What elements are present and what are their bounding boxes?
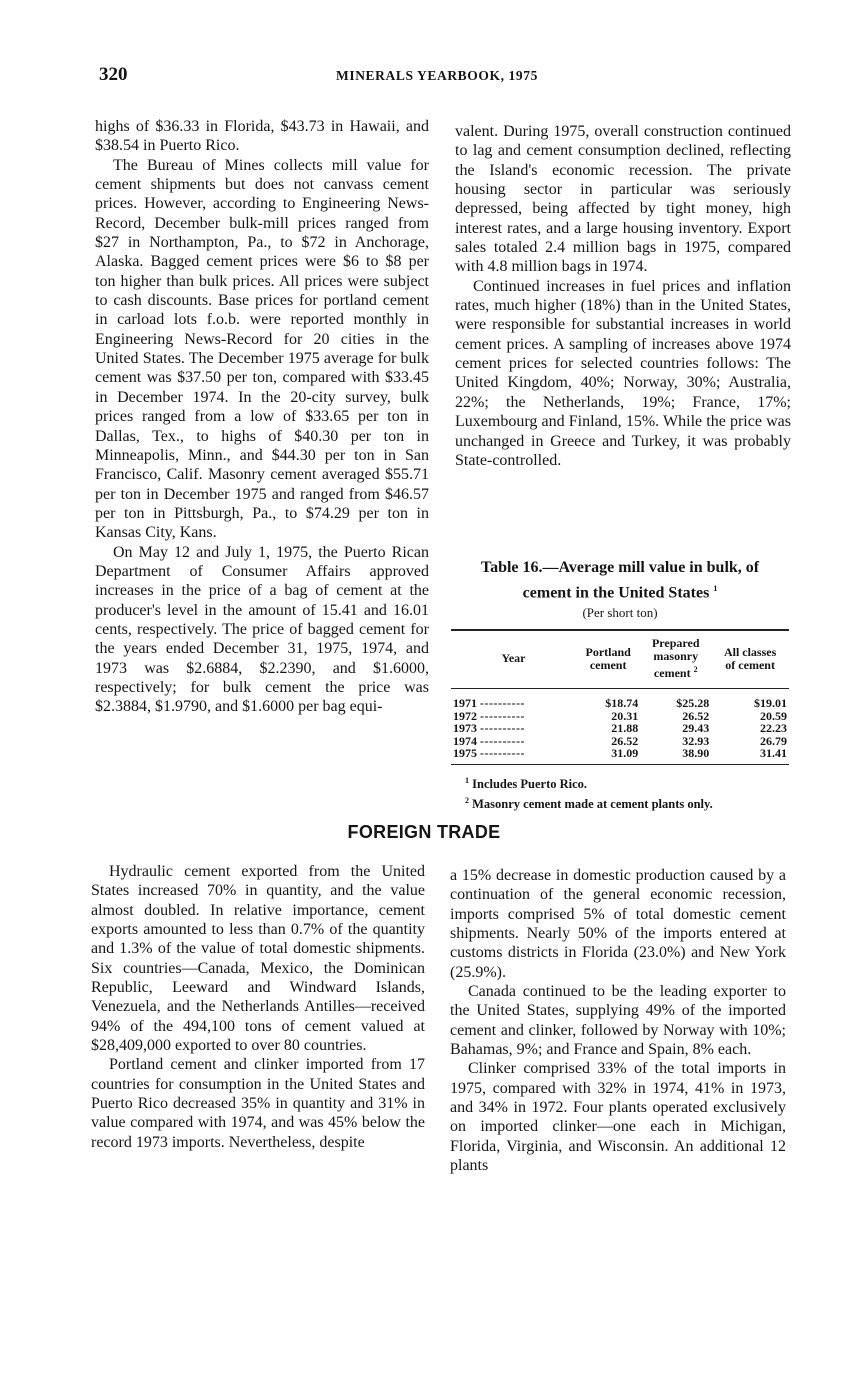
paragraph: valent. During 1975, overall construction continued to lag and cement consumption declined, reflecting the Island's economic recession. The private housing sector in particular was seriously depressed, being affected by tight money, high interest rates, and a large housing inventory. Export sales totaled 2.4 million bags in 1975, compared with 4.8 million bags in 1974. [455,123,791,276]
paragraph: Hydraulic cement exported from the United States increased 70% in quantity, and the value almost doubled. In relative importance, cement exports amounted to less than 0.7% of the quantity and 1.3% of the value of total domestic shipments. Six countries—Canada, Mexico, the Dominican Republic, Leeward and Windward Islands, Venezuela, and the Netherlands Antilles—received 94% of the 494,100 tons of cement valued at $28,409,000 exported to over 80 countries. [91,863,425,1055]
col-header-year: Year [451,630,576,689]
page-number: 320 [99,64,128,85]
top-left-column [95,117,429,717]
paragraph: Continued increases in fuel prices and inflation rates, much higher (18%) than in the United States, were responsible for substantial increases in world cement prices. A sampling of increases above 1974 cement prices for selected countries follows: The United Kingdom, 40%; Norway, 30%; Australia, 22%; the Netherlands, 19%; France, 17%; Luxembourg and Finland, 15%. While the price was unchanged in Greece and Turkey, it was probably State-controlled. [455,277,791,469]
bottom-left-column [91,862,425,1152]
footnote-mark: 1 [713,584,718,593]
col-header-all-classes: All classes of cement [711,630,789,689]
footnote: $^2$ Masonry cement made at cement plants only. [465,795,713,811]
col-header-portland: Portland cement [576,630,640,689]
table-title-line-2: cement in the United States $^1$ [522,584,718,602]
table-row: 1972 ---------- 20.31 26.52 20.59 [453,708,787,723]
paragraph: a 15% decrease in domestic production caused by a continuation of the general economic recession, imports comprised 5% of total domestic cement shipments. Nearly 50% of the imports entered at customs districts in Florida (23.0%) and New York (25.9%). [450,867,786,981]
paragraph: Clinker comprised 33% of the total imports in 1975, compared with 32% in 1974, 41% in 1973, and 34% in 1972. Four plants operated exclusively on imported clinker—one each in Michigan, Florida, Virginia, and Wisconsin. An additional 12 plants [450,1060,786,1175]
table-row: 1973 ---------- 21.88 29.43 22.23 [453,721,787,736]
table-row: 1974 ---------- 26.52 32.93 26.79 [453,733,787,748]
col-header-prepared-masonry: Prepared masonry cement $^2$ [640,630,711,689]
table-subtitle: (Per short ton) [582,605,658,621]
table-16 [451,557,789,812]
table-title [451,557,789,603]
paragraph: Portland cement and clinker imported from 17 countries for consumption in the United States and Puerto Rico decreased 35% in quantity and 31% in value compared with 1974, and was 45% below the record 1973 imports. Nevertheless, despite [91,1056,425,1151]
top-right-column [455,122,791,470]
paragraph: The Bureau of Mines collects mill value for cement shipments but does not canvass cement prices. However, according to Engineering News-Record, December bulk-mill prices ranged from $27 in Northampton, Pa., to $72 in Anchorage, Alaska. Bagged cement prices were $6 to $8 per ton higher than bulk prices. All prices were subject to cash discounts. Base prices for portland cement in carload lots f.o.b. were reported monthly in Engineering News-Record for 20 cities in the United States. The December 1975 average for bulk cement was $37.50 per ton, compared with $33.45 in December 1974. In the 20-city survey, bulk prices ranged from a low of $33.65 per ton in Dallas, Tex., to highs of $40.30 per ton in Minneapolis, Minn., and $44.30 per ton in San Francisco, Calif. Masonry cement averaged $55.71 per ton in December 1975 and ranged from $46.57 per ton in Pittsburgh, Pa., to $74.29 per ton in Kansas City, Kans. [95,156,429,542]
data-table [451,629,789,765]
table-footnotes [451,773,789,811]
paragraph: highs of $36.33 in Florida, $43.73 in Hawaii, and $38.54 in Puerto Rico. [95,118,429,155]
section-heading: FOREIGN TRADE [347,822,501,842]
paragraph: Canada continued to be the leading exporter to the United States, supplying 49% of the imported cement and clinker, followed by Norway with 10%; Bahamas, 9%; and France and Spain, 8% each. [450,983,786,1059]
table-row: 1975 ---------- 31.09 38.90 31.41 [451,747,789,765]
running-head: MINERALS YEARBOOK, 1975 [336,68,538,83]
table-header-row [451,630,789,689]
table-row: 1971 ---------- $18.74 $25.28 $19.01 [453,696,787,711]
table-title-line-1: Table 16.—Average mill value in bulk, of [480,559,760,576]
footnote: $^1$ Includes Puerto Rico. [465,776,588,792]
paragraph: On May 12 and July 1, 1975, the Puerto Rican Department of Consumer Affairs approved increases in the price of a bag of cement at the producer's level in the amount of 15.41 and 16.01 cents, respectively. The price of bagged cement for the years ended December 31, 1975, 1974, and 1973 was $2.6884, $2.2390, and $1.6000, respectively; for bulk cement the price was $2.3884, $1.9790, and $1.6000 per bag equi- [95,543,429,716]
bottom-right-column [450,866,786,1176]
